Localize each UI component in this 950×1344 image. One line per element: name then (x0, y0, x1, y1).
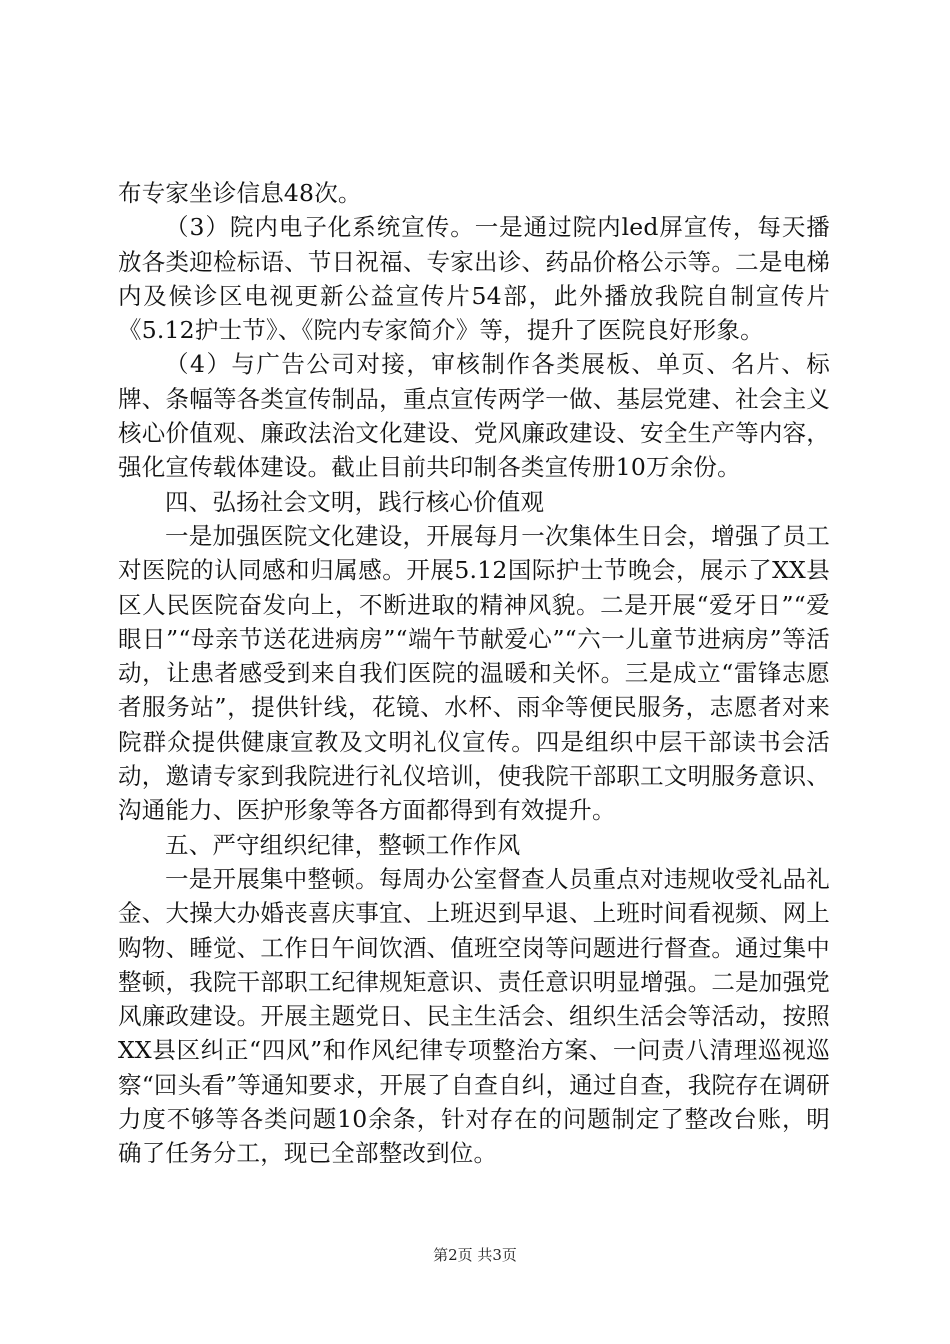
paragraph-civilization: 一是加强医院文化建设，开展每月一次集体生日会，增强了员工对医院的认同感和归属感。开展5.12国际护士节晚会，展示了XX县区人民医院奋发向上，不断进取的精神风貌。二是开展“爱牙日”“爱眼日”“母亲节送花进病房”“端午节献爱心”“六一儿童节进病房”等活动，让患者感受到来自我们医院的温暖和关怀。三是成立“雷锋志愿者服务站”，提供针线，花镜、水杯、雨伞等便民服务，志愿者对来院群众提供健康宣教及文明礼仪宣传。四是组织中层干部读书会活动，邀请专家到我院进行礼仪培训，使我院干部职工文明服务意识、沟通能力、医护形象等各方面都得到有效提升。 (118, 521, 830, 825)
paragraph-electronic-publicity: （3）院内电子化系统宣传。一是通过院内led屏宣传，每天播放各类迎检标语、节日祝福、专家出诊、药品价格公示等。二是电梯内及候诊区电视更新公益宣传片54部，此外播放我院自制宣传片《5.12护士节》、《院内专家简介》等，提升了医院良好形象。 (118, 213, 830, 345)
page-number-footer: 第2页 共3页 (433, 1246, 517, 1264)
paragraph-continuation: 布专家坐诊信息48次。 (118, 179, 362, 207)
paragraph-discipline: 一是开展集中整顿。每周办公室督查人员重点对违规收受礼品礼金、大操大办婚丧喜庆事宜、上班迟到早退、上班时间看视频、网上购物、睡觉、工作日午间饮酒、值班空岗等问题进行督查。通过集中整顿，我院干部职工纪律规矩意识、责任意识明显增强。二是加强党风廉政建设。开展主题党日、民主生活会、组织生活会等活动，按照XX县区纠正“四风”和作风纪律专项整治方案、一问责八清理巡视巡察“回头看”等通知要求，开展了自查自纠，通过自查，我院存在调研力度不够等各类问题10余条，针对存在的问题制定了整改台账，明确了任务分工，现已全部整改到位。 (118, 864, 830, 1168)
paragraph-advertising-cooperation: （4）与广告公司对接，审核制作各类展板、单页、名片、标牌、条幅等各类宣传制品，重点宣传两学一做、基层党建、社会主义核心价值观、廉政法治文化建设、党风廉政建设、安全生产等内容，强化宣传载体建设。截止目前共印制各类宣传册10万余份。 (118, 350, 830, 482)
section-heading-four: 四、弘扬社会文明，践行核心价值观 (165, 487, 545, 516)
document-body (118, 176, 830, 1171)
section-heading-five: 五、严守组织纪律，整顿工作作风 (165, 830, 521, 859)
